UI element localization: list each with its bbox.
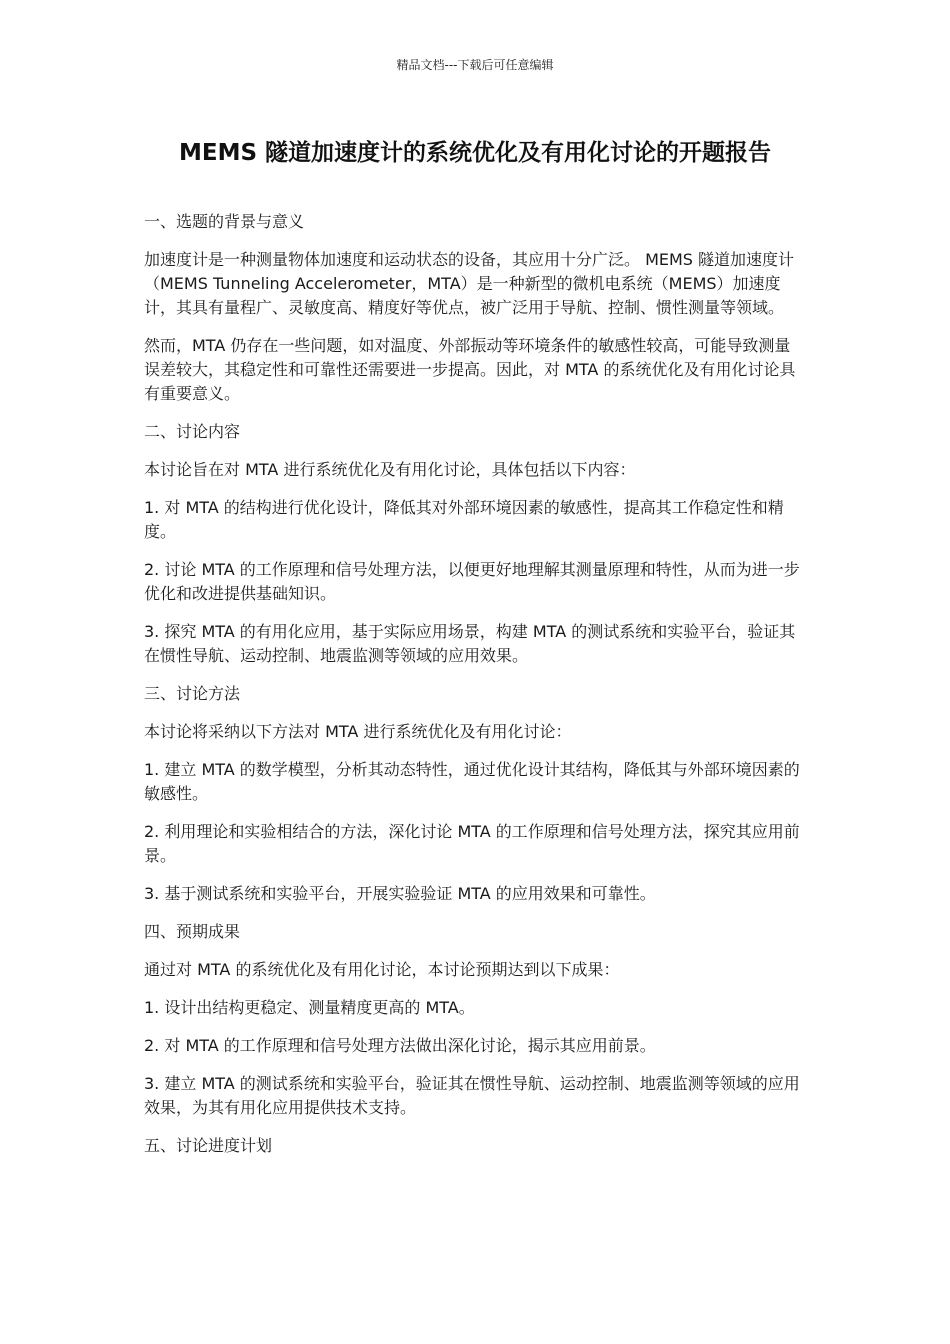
paragraph-method-intro: 本讨论将采纳以下方法对 MTA 进行系统优化及有用化讨论： xyxy=(144,722,572,741)
document-title: MEMS 隧道加速度计的系统优化及有用化讨论的开题报告 xyxy=(178,140,772,166)
list-item-content-1: 1. 对 MTA 的结构进行优化设计，降低其对外部环境因素的敏感性，提高其工作稳定性和精度。 xyxy=(144,498,784,541)
list-item-method-2: 2. 利用理论和实验相结合的方法，深化讨论 MTA 的工作原理和信号处理方法，探究其应用前景。 xyxy=(144,822,800,865)
list-item-results-2: 2. 对 MTA 的工作原理和信号处理方法做出深化讨论，揭示其应用前景。 xyxy=(144,1036,656,1055)
section-heading-content: 二、讨论内容 xyxy=(144,422,241,441)
section-heading-method: 三、讨论方法 xyxy=(144,684,241,703)
paragraph-content-intro: 本讨论旨在对 MTA 进行系统优化及有用化讨论，具体包括以下内容： xyxy=(144,460,636,479)
section-heading-schedule: 五、讨论进度计划 xyxy=(144,1136,273,1155)
list-item-results-1: 1. 设计出结构更稳定、测量精度更高的 MTA。 xyxy=(144,998,475,1017)
list-item-content-3: 3. 探究 MTA 的有用化应用，基于实际应用场景，构建 MTA 的测试系统和实验平台，验证其在惯性导航、运动控制、地震监测等领域的应用效果。 xyxy=(144,622,796,665)
paragraph-background-intro: 加速度计是一种测量物体加速度和运动状态的设备，其应用十分广泛。 MEMS 隧道加速度计（MEMS Tunneling Accelerometer，MTA）是一种新型的微机电系统（MEMS）加速度计，其具有量程广、灵敏度高、精度好等优点，被广泛用于导航、控制、惯性测量等领域。 xyxy=(144,250,795,317)
list-item-content-2: 2. 讨论 MTA 的工作原理和信号处理方法，以便更好地理解其测量原理和特性，从而为进一步优化和改进提供基础知识。 xyxy=(144,560,800,603)
paragraph-results-intro: 通过对 MTA 的系统优化及有用化讨论，本讨论预期达到以下成果： xyxy=(144,960,620,979)
list-item-method-1: 1. 建立 MTA 的数学模型，分析其动态特性，通过优化设计其结构，降低其与外部环境因素的敏感性。 xyxy=(144,760,800,803)
paragraph-background-problems: 然而，MTA 仍存在一些问题，如对温度、外部振动等环境条件的敏感性较高，可能导致测量误差较大，其稳定性和可靠性还需要进一步提高。因此，对 MTA 的系统优化及有用化讨论具有重要意义。 xyxy=(144,336,796,403)
page-header: 精品文档---下载后可任意编辑 xyxy=(396,58,554,72)
document-body xyxy=(144,210,806,1172)
section-heading-background: 一、选题的背景与意义 xyxy=(144,212,305,231)
list-item-method-3: 3. 基于测试系统和实验平台，开展实验验证 MTA 的应用效果和可靠性。 xyxy=(144,884,656,903)
section-heading-results: 四、预期成果 xyxy=(144,922,241,941)
list-item-results-3: 3. 建立 MTA 的测试系统和实验平台，验证其在惯性导航、运动控制、地震监测等领域的应用效果，为其有用化应用提供技术支持。 xyxy=(144,1074,800,1117)
